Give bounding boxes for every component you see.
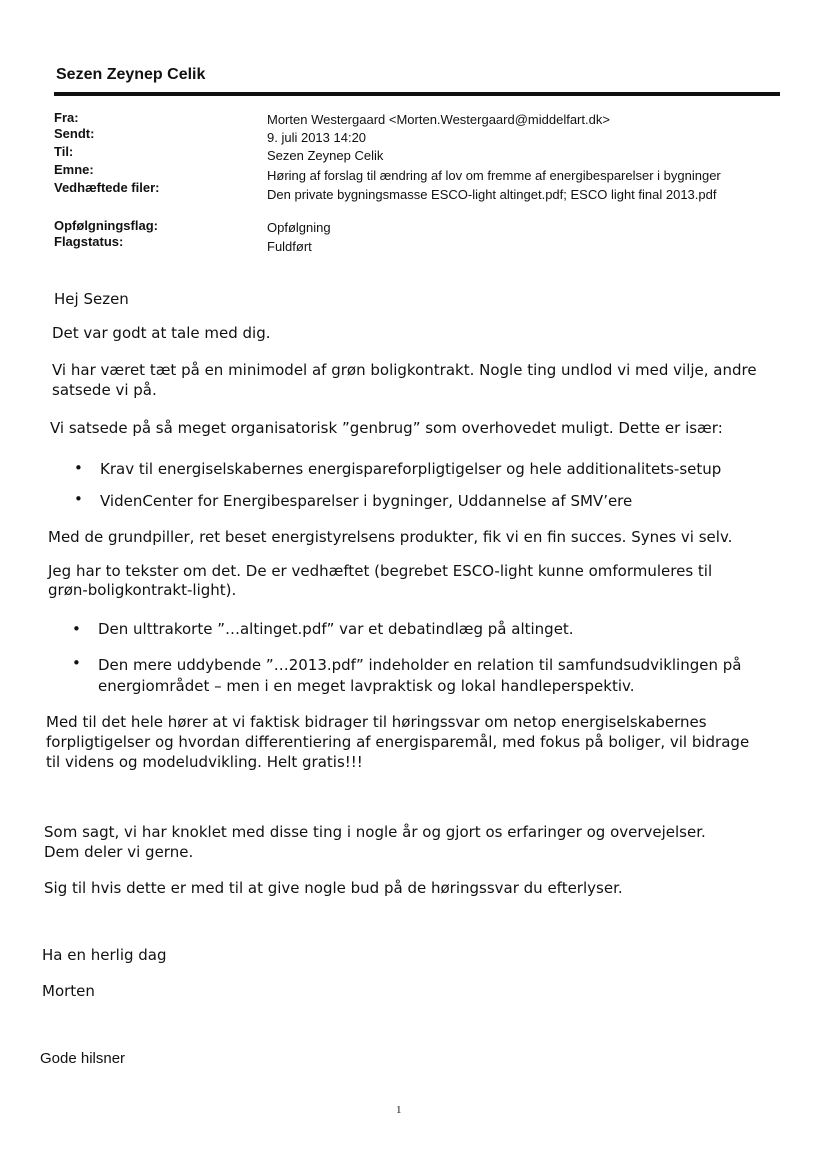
regards: Gode hilsner	[40, 1050, 126, 1067]
bullet-1-2: VidenCenter for Energibesparelser i bygninger, Uddannelse af SMV’ere	[100, 492, 633, 510]
meta-label-flag-status: Flagstatus:	[54, 234, 124, 249]
meta-value-sent: 9. juli 2013 14:20	[267, 130, 367, 145]
meta-label-followup-flag: Opfølgningsflag:	[54, 218, 158, 233]
sender-name: Sezen Zeynep Celik	[56, 66, 206, 83]
header-divider	[54, 92, 780, 96]
bullet-2-2-continued: energiområdet – men i en meget lavpraktisk og lokal handleperspektiv.	[98, 677, 635, 695]
paragraph-5-line-1: Jeg har to tekster om det. De er vedhæftet (begrebet ESCO-light kunne omformuleres til	[48, 562, 713, 580]
paragraph-8: Sig til hvis dette er med til at give nogle bud på de høringssvar du efterlyser.	[44, 879, 623, 897]
paragraph-5-line-2: grøn-boligkontrakt-light).	[48, 581, 237, 599]
bullet-2-1: Den ulttrakorte ”…altinget.pdf” var et debatindlæg på altinget.	[98, 620, 574, 638]
meta-label-attachments: Vedhæftede filer:	[54, 180, 160, 195]
page-number: 1	[396, 1104, 402, 1116]
greeting: Hej Sezen	[54, 290, 129, 308]
bullet-marker: •	[72, 620, 81, 638]
meta-value-followup-flag: Opfølgning	[267, 220, 331, 235]
bullet-marker: •	[74, 490, 83, 508]
paragraph-3: Vi satsede på så meget organisatorisk ”genbrug” som overhovedet muligt. Dette er især:	[50, 419, 723, 437]
paragraph-6-line-3: til videns og modeludvikling. Helt gratis!!!	[46, 753, 363, 771]
bullet-1-1: Krav til energiselskabernes energispareforpligtigelser og hele additionalitets-setup	[100, 460, 722, 478]
bullet-2-2: Den mere uddybende ”…2013.pdf” indeholder en relation til samfundsudviklingen på	[98, 656, 742, 674]
bullet-marker: •	[72, 654, 81, 672]
paragraph-7-line-1: Som sagt, vi har knoklet med disse ting i nogle år og gjort os erfaringer og overvejelser.	[44, 823, 706, 841]
meta-value-flag-status: Fuldført	[267, 239, 312, 254]
signature: Morten	[42, 982, 95, 1000]
meta-label-from: Fra:	[54, 110, 79, 125]
meta-value-to: Sezen Zeynep Celik	[267, 148, 384, 163]
meta-value-attachments: Den private bygningsmasse ESCO-light altinget.pdf; ESCO light final 2013.pdf	[267, 187, 717, 202]
bullet-marker: •	[74, 459, 83, 477]
paragraph-2-line-1: Vi har været tæt på en minimodel af grøn boligkontrakt. Nogle ting undlod vi med vilje, andre	[52, 361, 757, 379]
paragraph-1: Det var godt at tale med dig.	[52, 324, 271, 342]
meta-label-sent: Sendt:	[54, 126, 95, 141]
paragraph-2-line-2: satsede vi på.	[52, 381, 157, 399]
meta-value-subject: Høring af forslag til ændring af lov om fremme af energibesparelser i bygninger	[267, 168, 721, 183]
meta-label-subject: Emne:	[54, 162, 94, 177]
paragraph-6-line-1: Med til det hele hører at vi faktisk bidrager til høringssvar om netop energiselskabernes	[46, 713, 707, 731]
paragraph-6-line-2: forpligtigelser og hvordan differentiering af energisparemål, med fokus på boliger, vil bidrage	[46, 733, 750, 751]
meta-value-from: Morten Westergaard <Morten.Westergaard@middelfart.dk>	[267, 112, 610, 127]
meta-label-to: Til:	[54, 144, 74, 159]
paragraph-7-line-2: Dem deler vi gerne.	[44, 843, 194, 861]
paragraph-4: Med de grundpiller, ret beset energistyrelsens produkter, fik vi en fin succes. Synes vi selv.	[48, 528, 733, 546]
closing: Ha en herlig dag	[42, 946, 167, 964]
